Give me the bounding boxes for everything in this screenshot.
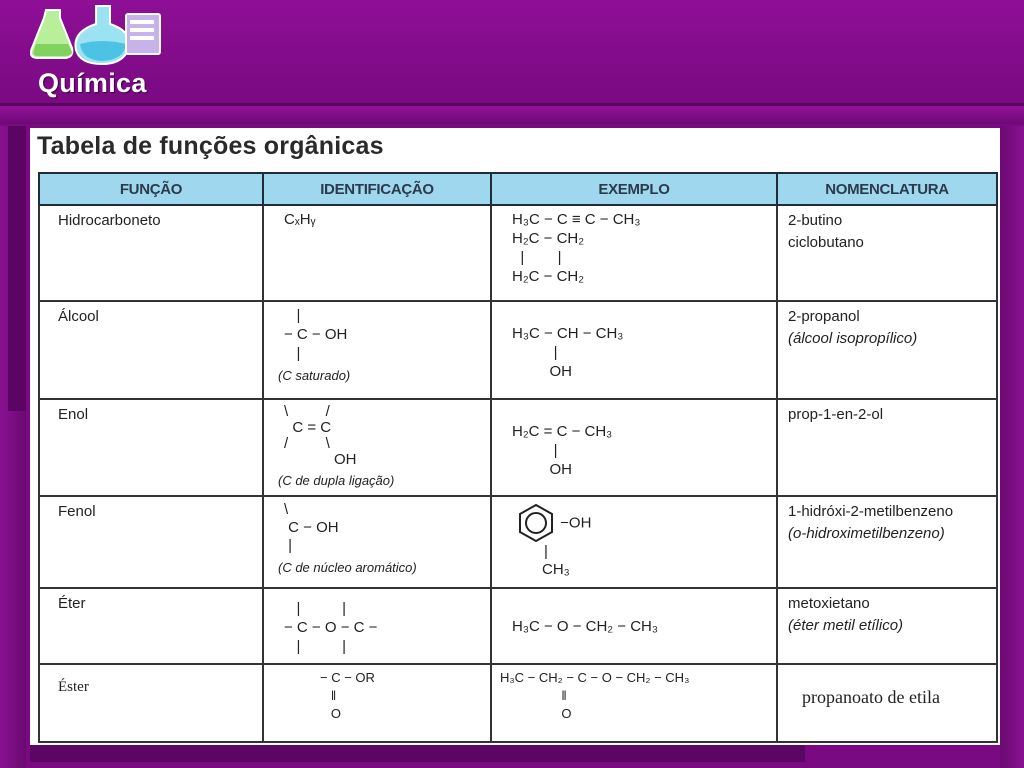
cell-funcao: Álcool (39, 301, 263, 399)
formula: H₃C − CH₂ − C − O − CH₂ − CH₃ ‖ O (500, 670, 690, 721)
header-funcao: FUNÇÃO (39, 173, 263, 205)
formula: H₃C − O − CH₂ − CH₃ (512, 618, 658, 635)
functions-table (38, 172, 998, 743)
cell-nomenclatura (777, 399, 997, 496)
table-header-row (39, 173, 997, 205)
cell-exemplo (491, 205, 777, 301)
formula: \ C − OH | (284, 501, 339, 554)
formula: H₃C − C ≡ C − CH₃ H₂C − CH₂ | | H₂C − CH₂ (512, 211, 641, 285)
document-title: Tabela de funções orgânicas (37, 132, 384, 160)
bottom-band (30, 745, 805, 762)
cell-identificacao (263, 588, 491, 664)
nomenclature-line: prop-1-en-2-ol (788, 406, 884, 423)
header-band (0, 106, 1024, 124)
table-row (39, 496, 997, 588)
nomenclature-line: (álcool isopropílico) (788, 330, 918, 347)
phenol-bond: | (544, 543, 548, 560)
header-exemplo: EXEMPLO (491, 173, 777, 205)
table-row (39, 664, 997, 742)
right-frame (1000, 126, 1024, 768)
cell-exemplo (491, 588, 777, 664)
table-row (39, 205, 997, 301)
table-row (39, 399, 997, 496)
nomenclature-line: 2-butino (788, 212, 843, 229)
cell-identificacao (263, 664, 491, 742)
chemistry-logo-icon (30, 4, 166, 66)
benzene-ring-icon (516, 503, 556, 543)
formula-note: (C de dupla ligação) (278, 473, 395, 488)
cell-funcao: Hidrocarboneto (39, 205, 263, 301)
cell-nomenclatura (777, 588, 997, 664)
cell-exemplo (491, 496, 777, 588)
table-row (39, 301, 997, 399)
formula-note: (C saturado) (278, 368, 351, 383)
cell-funcao: Éter (39, 588, 263, 664)
nomenclature-line: propanoato de etila (802, 687, 940, 707)
nomenclature-line: 1-hidróxi-2-metilbenzeno (788, 503, 954, 520)
header-identificacao: IDENTIFICAÇÃO (263, 173, 491, 205)
cell-nomenclatura (777, 664, 997, 742)
formula: | | − C − O − C − | | (284, 600, 378, 655)
cell-identificacao (263, 205, 491, 301)
cell-exemplo (491, 664, 777, 742)
document-image (30, 128, 1000, 745)
cell-identificacao (263, 496, 491, 588)
cell-identificacao (263, 399, 491, 496)
cell-nomenclatura (777, 301, 997, 399)
cell-funcao: Éster (39, 664, 263, 742)
formula: CₓHᵧ (284, 211, 316, 228)
cell-nomenclatura (777, 205, 997, 301)
formula: | − C − OH | (284, 307, 348, 362)
nomenclature-line: 2-propanol (788, 308, 860, 325)
nomenclature-line: ciclobutano (788, 234, 864, 251)
formula: H₂C = C − CH₃ | OH (512, 423, 613, 478)
cell-funcao: Fenol (39, 496, 263, 588)
cell-exemplo (491, 301, 777, 399)
cell-identificacao (263, 301, 491, 399)
header-nomenclatura: NOMENCLATURA (777, 173, 997, 205)
formula-note: (C de núcleo aromático) (278, 560, 417, 575)
cell-nomenclatura (777, 496, 997, 588)
formula: − C − OR ‖ O (320, 670, 375, 721)
formula: \ / C = C / \ OH (284, 403, 357, 468)
nomenclature-line: metoxietano (788, 595, 870, 612)
table-row (39, 588, 997, 664)
cell-funcao: Enol (39, 399, 263, 496)
cell-exemplo (491, 399, 777, 496)
nomenclature-line: (éter metil etílico) (788, 617, 904, 634)
nomenclature-line: (o-hidroximetilbenzeno) (788, 525, 945, 542)
left-frame-shadow (8, 126, 26, 411)
phenol-oh-label: −OH (560, 514, 592, 532)
app-title: Química (38, 68, 147, 98)
formula: H₃C − CH − CH₃ | OH (512, 325, 624, 380)
phenol-ch3-label: CH₃ (542, 561, 570, 578)
app-header (0, 0, 1024, 106)
